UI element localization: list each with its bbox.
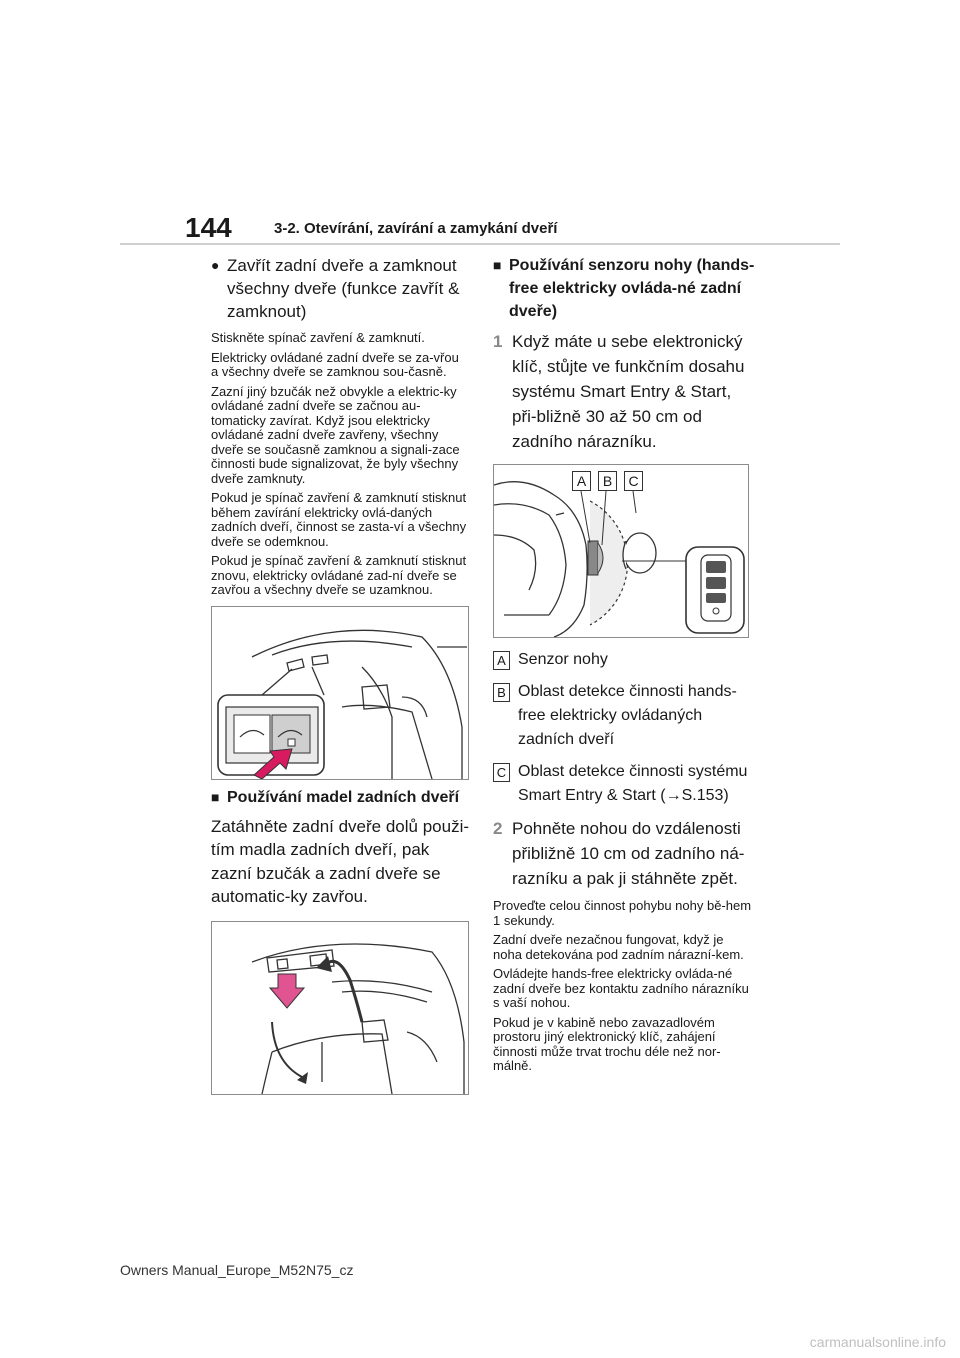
note: Pokud je v kabině nebo zavazadlovém prostoru jiný elektronický klíč, zahájení činnosti může trvat trochu déle než nor-málně. xyxy=(493,1014,721,1073)
tailgate-switch-illustration xyxy=(212,607,468,779)
section-heading-handles xyxy=(211,786,469,809)
bullet-icon: ● xyxy=(211,257,220,273)
figure-letter-a: A xyxy=(572,471,591,491)
step-number: 1 xyxy=(493,332,503,351)
section-heading-foot-sensor xyxy=(493,254,755,323)
paragraph: Elektricky ovládané zadní dveře se za-vřou a všechny dveře se zamknou sou-časně. xyxy=(211,349,459,379)
foot-sensor-illustration xyxy=(494,465,748,637)
tailgate-handle-illustration xyxy=(212,922,468,1094)
figure-letter-b: B xyxy=(598,471,617,491)
note: Zadní dveře nezačnou fungovat, když je noha detekována pod zadním nárazní-kem. xyxy=(493,932,744,962)
label-c xyxy=(493,760,755,808)
paragraph: Pokud je spínač zavření & zamknutí stisknut znovu, elektricky ovládané zad-ní dveře se zavřou a všechny dveře se uzamknou. xyxy=(211,553,467,597)
section-body: Zatáhněte zadní dveře dolů použi-tím madla zadních dveří, pak zazní bzučák a zadní dveře se automatic-ky zavřou. xyxy=(211,816,470,906)
header-divider xyxy=(120,243,840,245)
figure-letter-c: C xyxy=(624,471,643,491)
label-text: Senzor nohy xyxy=(518,651,608,668)
label-text: Oblast detekce činnosti hands-free elektricky ovládaných zadních dveří xyxy=(518,683,737,748)
paragraph: Stiskněte spínač zavření & zamknutí. xyxy=(211,330,425,345)
bullet-heading-text: Zavřít zadní dveře a zamknout všechny dveře (funkce zavřít & zamknout) xyxy=(227,256,460,321)
step-text: Když máte u sebe elektronický klíč, stůjte ve funkčním dosahu systému Smart Entry & Start, při-bližně 30 až 50 cm od zadního nárazníku. xyxy=(512,332,745,451)
page-number: 144 xyxy=(185,212,232,243)
figure-tailgate-handle xyxy=(211,921,469,1095)
right-column xyxy=(493,254,755,1079)
bullet-heading xyxy=(211,254,469,323)
label-letter: C xyxy=(493,763,510,782)
note: Proveďte celou činnost pohybu nohy bě-hem 1 sekundy. xyxy=(493,898,752,928)
section-square-icon: ■ xyxy=(493,257,502,273)
label-b xyxy=(493,680,755,752)
section-square-icon: ■ xyxy=(211,788,220,805)
paragraph: Pokud je spínač zavření & zamknutí stisknut během zavírání elektricky ovlá-daných zadních dveří, činnost se zasta-ví a všechny dveře se odemknou. xyxy=(211,490,467,549)
label-a xyxy=(493,648,755,672)
note: Ovládejte hands-free elektricky ovláda-né zadní dveře bez kontaktu zadního nárazníku s vaší nohou. xyxy=(493,966,749,1010)
step-text: Pohněte nohou do vzdálenosti přibližně 10 cm od zadního ná-razníku a pak ji stáhněte zpět. xyxy=(512,819,745,888)
watermark: carmanualsonline.info xyxy=(809,1334,946,1350)
left-column xyxy=(211,254,469,1101)
step-2 xyxy=(493,816,755,891)
section-heading-text: Používání madel zadních dveří xyxy=(227,788,460,806)
label-letter: B xyxy=(493,683,510,702)
paragraph: Zazní jiný bzučák než obvykle a elektric-ky ovládané zadní dveře se začnou au-tomaticky zavírat. Když jsou elektricky ovládané zadní dveře zavřeny, všechny dveře se současně zamknou a signali-zace činnosti bude signalizovat, že byly všechny dveře zamknuty. xyxy=(211,383,460,486)
footer-doc-name: Owners Manual_Europe_M52N75_cz xyxy=(120,1262,354,1278)
figure-close-lock-switch xyxy=(211,606,469,780)
figure-foot-sensor xyxy=(493,464,749,638)
step-number: 2 xyxy=(493,819,503,838)
label-letter: A xyxy=(493,651,510,670)
step-1 xyxy=(493,329,755,454)
section-heading-text: Používání senzoru nohy (hands-free elektricky ovláda-né zadní dveře) xyxy=(509,257,755,320)
label-text: Oblast detekce činnosti systému Smart Entry & Start (→S.153) xyxy=(518,763,748,804)
section-title: 3-2. Otevírání, zavírání a zamykání dveří xyxy=(274,220,558,237)
